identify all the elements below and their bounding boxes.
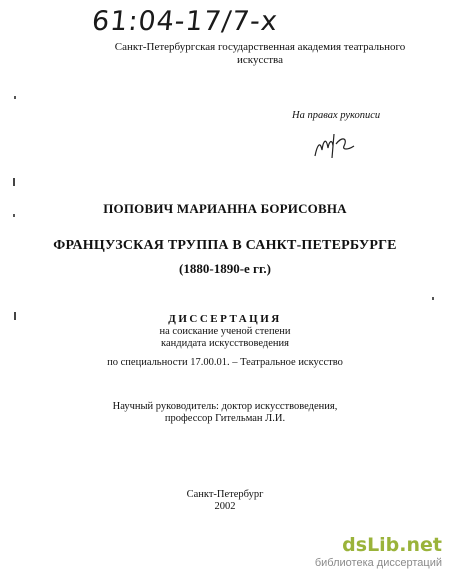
author-name: ПОПОВИЧ МАРИАННА БОРИСОВНА [103, 201, 347, 216]
watermark [302, 534, 450, 582]
signature-mark [312, 128, 356, 162]
specialty-line: по специальности 17.00.01. – Театральное искусство [107, 357, 343, 368]
scan-mark [432, 297, 434, 300]
document-type: ДИССЕРТАЦИЯ [168, 313, 282, 325]
scan-mark [14, 96, 16, 99]
scan-mark [13, 178, 15, 186]
handwritten-code-text: 61:04-17/7-x [90, 6, 280, 37]
city: Санкт-Петербург [186, 489, 264, 500]
degree-purpose: на соискание ученой степени [159, 326, 291, 337]
institution-name: Санкт-Петербургская государственная академия театрального искусства [114, 41, 406, 66]
watermark-logo: dsLib.net [342, 534, 442, 556]
handwritten-catalog-code [92, 6, 382, 40]
title-years: (1880-1890-е гг.) [179, 261, 271, 276]
dissertation-title: ФРАНЦУЗСКАЯ ТРУППА В САНКТ-ПЕТЕРБУРГЕ [53, 238, 397, 253]
rights-note: На правах рукописи [292, 110, 381, 121]
watermark-subtitle: библиотека диссертаций [314, 557, 442, 569]
supervisor-line-1: Научный руководитель: доктор искусствоведения, [112, 401, 338, 412]
supervisor-line-2: профессор Гительман Л.И. [164, 413, 286, 424]
year: 2002 [214, 501, 236, 512]
degree-name: кандидата искусствоведения [161, 338, 289, 349]
